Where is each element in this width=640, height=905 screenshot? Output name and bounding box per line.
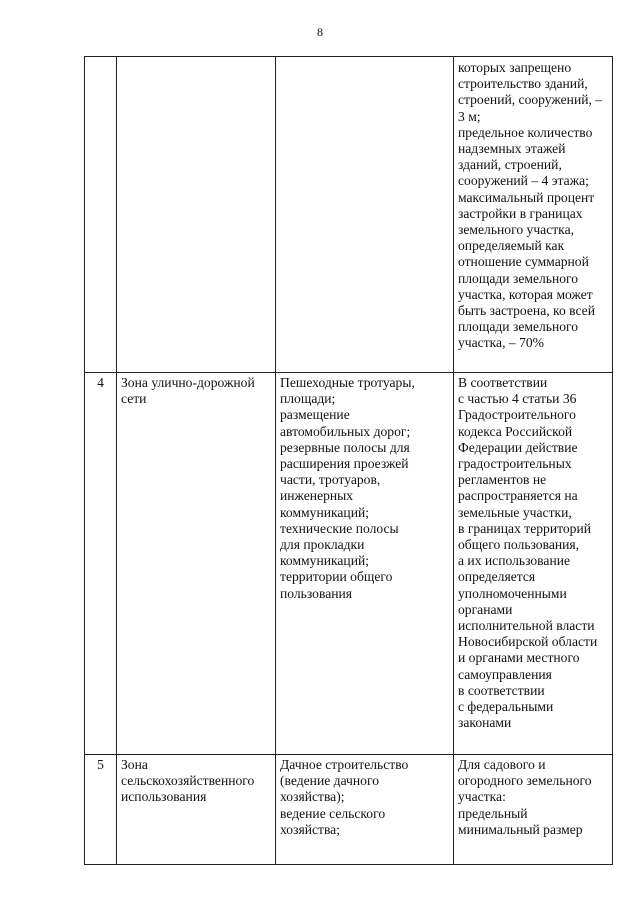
text-line: резервные полосы для [280,439,410,455]
text-line: Дачное строительство [280,757,409,772]
parameters-cell [454,57,613,373]
text-line: хозяйства); [280,789,345,805]
text-line: Зона [121,757,148,772]
text-line: участка, которая может [458,286,593,302]
text-line: градостроительных [458,456,572,472]
text-line: участка: [458,789,506,805]
text-line: площади земельного [458,270,579,286]
text-line: кодекса Российской [458,423,573,439]
text-line: коммуникаций; [280,553,370,569]
text-line: расширения проезжей [280,456,409,472]
text-line: земельного участка, [458,222,574,238]
text-line: Градостроительного [458,407,576,423]
parameters-cell [454,373,613,755]
text-line: коммуникаций; [280,504,370,520]
text-line: надземных этажей [458,141,566,157]
text-line: быть застроена, ко всей [458,303,595,319]
text-line: определяется [458,569,536,585]
text-line: уполномоченными [458,585,567,601]
row-number-cell [85,57,117,373]
text-line: площади земельного [458,319,579,335]
text-line: Новосибирской области [458,634,598,650]
text-line: максимальный процент [458,189,595,205]
text-line: сельскохозяйственного [121,773,255,789]
zoning-table [84,56,613,865]
text-line: минимальный размер [458,821,583,837]
permitted-uses-cell [276,755,454,865]
text-line: в границах территорий [458,520,592,536]
text-line: регламентов не [458,472,547,488]
text-line: с частью 4 статьи 36 [458,391,577,407]
text-line: технические полосы [280,520,399,536]
text-line: зданий, строений, [458,157,562,173]
text-line: органами [458,601,513,617]
page-number: 8 [317,25,323,39]
text-line: участка, – 70% [458,335,544,351]
permitted-uses-cell [276,373,454,755]
text-line: Пешеходные тротуары, [280,375,415,390]
zone-name-cell [117,57,276,373]
text-line: законами [458,715,512,731]
text-line: части, тротуаров, [280,472,381,488]
zone-name-cell [117,373,276,755]
row-number-cell: 5 [85,755,117,865]
text-line: самоуправления [458,666,552,682]
table-row-zone-4 [85,373,613,755]
row-number-cell: 4 [85,373,117,755]
text-line: Федерации действие [458,439,578,455]
text-line: в соответствии [458,682,545,698]
text-line: Зона улично-дорожной [121,375,255,390]
parameters-cell [454,755,613,865]
text-line: строений, сооружений, – [458,92,603,108]
text-line: размещение [280,407,350,423]
text-line: для прокладки [280,537,365,553]
text-line: отношение суммарной [458,254,589,270]
text-line: предельный [458,805,528,821]
text-line: исполнительной власти [458,618,595,634]
text-line: предельное количество [458,124,593,140]
text-line: и органами местного [458,650,580,666]
text-line: которых запрещено [458,60,572,75]
text-line: сети [121,391,147,407]
text-line: земельные участки, [458,504,572,520]
text-line: застройки в границах [458,205,583,221]
text-line: инженерных [280,488,354,504]
text-line: определяемый как [458,238,565,254]
table-row-continued [85,57,613,373]
text-line: территории общего [280,569,393,585]
text-line: сооружений – 4 этажа; [458,173,589,189]
text-line: а их использование [458,553,571,569]
text-line: распространяется на [458,488,578,504]
text-line: пользования [280,585,353,601]
text-line: с федеральными [458,699,554,715]
text-line: огородного земельного [458,773,592,789]
text-line: В соответствии [458,375,548,390]
text-line: (ведение дачного [280,773,379,789]
table-row-zone-5 [85,755,613,865]
text-line: использования [121,789,207,805]
text-line: общего пользования, [458,537,580,553]
text-line: 3 м; [458,108,481,124]
text-line: площади; [280,391,336,407]
text-line: ведение сельского [280,805,386,821]
text-line: хозяйства; [280,821,340,837]
text-line: Для садового и [458,757,546,772]
permitted-uses-cell [276,57,454,373]
text-line: строительство зданий, [458,76,588,92]
zone-name-cell [117,755,276,865]
text-line: автомобильных дорог; [280,423,411,439]
